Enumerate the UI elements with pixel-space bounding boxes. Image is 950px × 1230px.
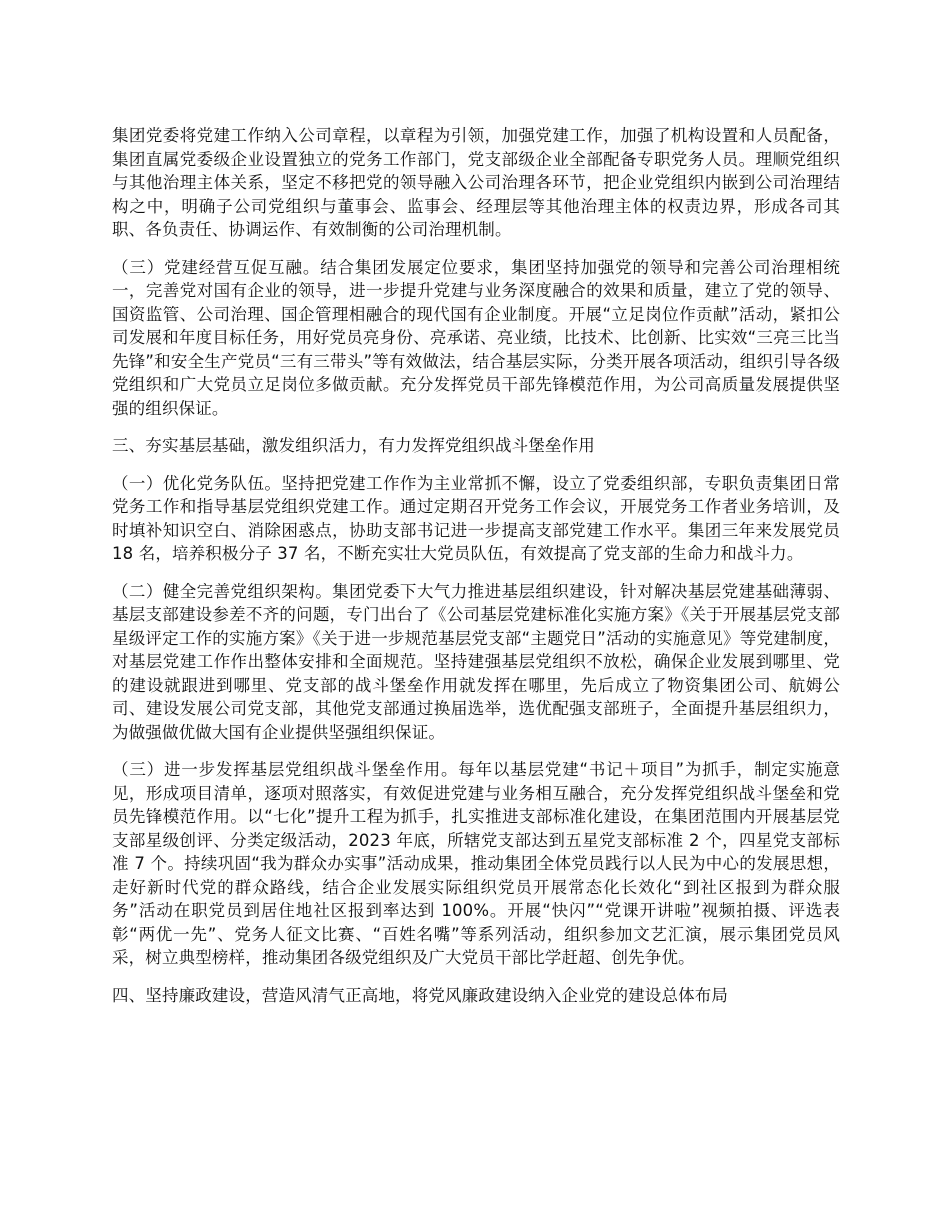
paragraph-party-business-integration: （三）党建经营互促互融。结合集团发展定位要求，集团坚持加强党的领导和完善公司治理相统一，完善党对国有企业的领导，进一步提升党建与业务深度融合的效果和质量，建立了党的领导、国资监管、公司治理、国企管理相融合的现代国有企业制度。开展“立足岗位作贡献”活动，紧扣公司发展和年度目标任务，用好党员亮身份、亮承诺、亮业绩，比技术、比创新、比实效“三亮三比当先锋”和安全生产党员“三有三带头”等有效做法，结合基层实际，分类开展各项活动，组织引导各级党组织和广大党员立足岗位多做贡献。充分发挥党员干部先锋模范作用，为公司高质量发展提供坚强的组织保证。	[112, 257, 840, 418]
paragraph-governance: 集团党委将党建工作纳入公司章程，以章程为引领，加强党建工作，加强了机构设置和人员配备，集团直属党委级企业设置独立的党务工作部门，党支部级企业全部配备专职党务人员。理顺党组织与其他治理主体关系，坚定不移把党的领导融入公司治理各环节，把企业党组织内嵌到公司治理结构之中，明确子公司党组织与董事会、监事会、经理层等其他治理主体的权责边界，形成各司其职、各负责任、协调运作、有效制衡的公司治理机制。	[112, 126, 840, 239]
section-heading-3: 三、夯实基层基础，激发组织活力，有力发挥党组织战斗堡垒作用	[112, 436, 595, 455]
paragraph-grassroots-bastion: （三）进一步发挥基层党组织战斗堡垒作用。每年以基层党建“书记＋项目”为抓手，制定实施意见，形成项目清单，逐项对照落实，有效促进党建与业务相互融合，充分发挥党组织战斗堡垒和党员先锋模范作用。以“七化”提升工程为抓手，扎实推进支部标准化建设，在集团范围内开展基层党支部星级创评、分类定级活动，2023 年底，所辖党支部达到五星党支部标准 2 个，四星党支部标准 7 个。持续巩固“我为群众办实事”活动成果，推动集团全体党员践行以人民为中心的发展思想，走好新时代党的群众路线，结合企业发展实际组织党员开展常态化长效化“到社区报到为群众服务”活动在职党员到居住地社区报到率达到 100%。开展“快闪”“党课开讲啦”视频拍摄、评选表彰“两优一先”、党务人征文比赛、“百姓名嘴”等系列活动，组织参加文艺汇演，展示集团党员风采，树立典型榜样，推动集团各级党组织及广大党员干部比学赶超、创先争优。	[112, 760, 840, 967]
document-page	[112, 124, 840, 1021]
paragraph-party-affairs-team: （一）优化党务队伍。坚持把党建工作作为主业常抓不懈，设立了党委组织部，专职负责集团日常党务工作和指导基层党组织党建工作。通过定期召开党务工作会议，开展党务工作者业务培训，及时填补知识空白、消除困惑点，协助支部书记进一步提高支部党建工作水平。集团三年来发展党员 18 名，培养积极分子 37 名，不断充实壮大党员队伍，有效提高了党支部的生命力和战斗力。	[112, 473, 840, 563]
section-heading-4: 四、坚持廉政建设，营造风清气正高地，将党风廉政建设纳入企业党的建设总体布局	[112, 985, 729, 1005]
paragraph-organization-structure: （二）健全完善党组织架构。集团党委下大气力推进基层组织建设，针对解决基层党建基础薄弱、基层支部建设参差不齐的问题，专门出台了《公司基层党建标准化实施方案》《关于开展基层党支部星级评定工作的实施方案》《关于进一步规范基层党支部“主题党日”活动的实施意见》等党建制度，对基层党建工作作出整体安排和全面规范。坚持建强基层党组织不放松，确保企业发展到哪里、党的建设就跟进到哪里、党支部的战斗堡垒作用就发挥在哪里，先后成立了物资集团公司、航姆公司、建设发展公司党支部，其他党支部通过换届选举，选优配强支部班子，全面提升基层组织力，为做强做优做大国有企业提供坚强组织保证。	[112, 581, 840, 742]
